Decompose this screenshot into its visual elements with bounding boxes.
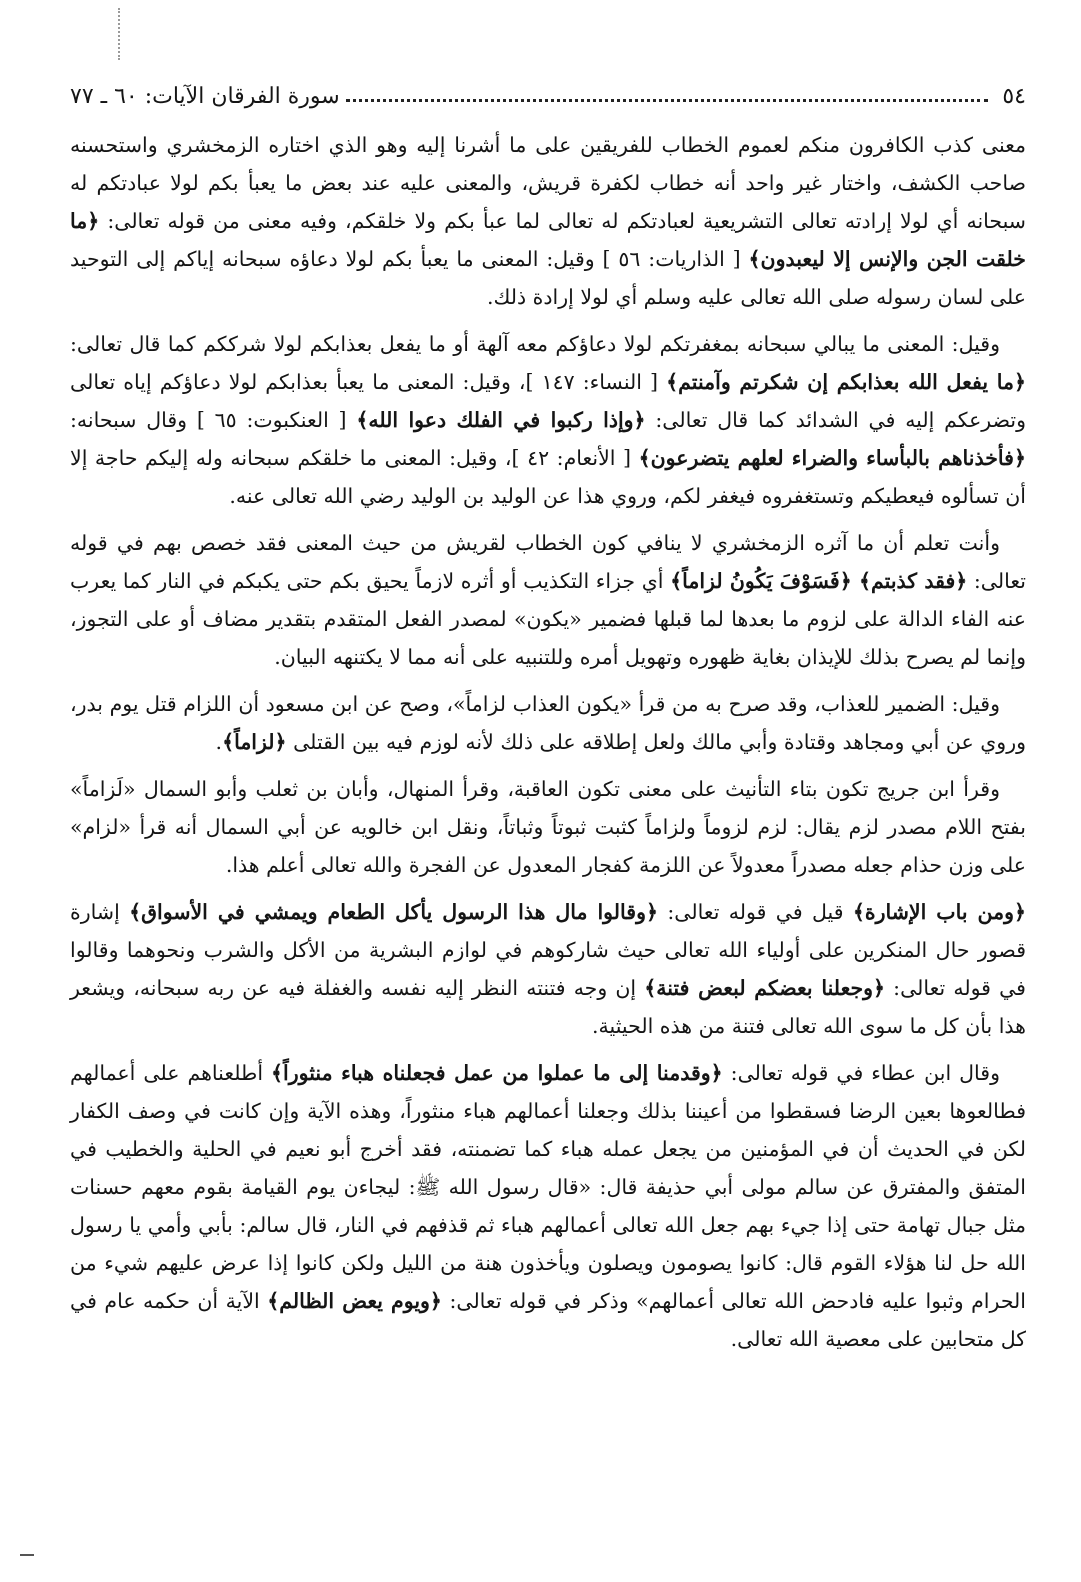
text-segment: الآية أن حكمه عام في كل متحابين على معصية الله تعالى.: [70, 1289, 1026, 1351]
quran-quote: ﴿ما خلقت الجن والإنس إلا ليعبدون﴾: [70, 209, 1026, 271]
running-title: سورة الفرقان الآيات: ٦٠ ـ ٧٧: [70, 83, 340, 109]
paragraph: [70, 524, 1026, 676]
text-segment: أي جزاء التكذيب أو أثره لازماً يحيق بكم حتى يكبكم في النار كما يعرب عنه الفاء الدالة على لزوم ما بعدها لما قبلها فضمير «يكون» لمصدر الفعل المتقدم بتقدير مضاف أو على التجوز، وإنما لم يصرح بذلك للإيذان بغاية ظهوره وتهويل أمره وللتنبيه على أنه مما لا يكتنهه البيان.: [70, 569, 1026, 669]
paragraph: [70, 1054, 1026, 1358]
quran-quote: ﴿ويوم يعض الظالم﴾: [267, 1289, 442, 1313]
text-segment: وأنت تعلم أن ما آثره الزمخشري لا ينافي كون الخطاب لقريش من حيث المعنى فقد خصص بهم في قوله تعالى:: [70, 531, 1026, 593]
text-segment: أطلعناهم على أعمالهم فطالعوها بعين الرضا فسقطوا من أعيننا بذلك وجعلنا أعمالهم هباء منثوراً، وهذه الآية وإن كانت في وصف الكفار لكن في الحديث أن في المؤمنين من يجعل عمله هباء كما تضمنته، فقد أخرج أبو نعيم في الحلية والخطيب في المتفق والمفترق عن سالم مولى أبي حذيفة قال: «قال رسول الله ﷺ: ليجاءن يوم القيامة بقوم معهم حسنات مثل جبال تهامة حتى إذا جيء بهم جعل الله تعالى أعمالهم هباء ثم قذفهم في النار، قال سالم: بأبي وأمي يا رسول الله حل لنا هؤلاء القوم قال: كانوا يصومون ويصلون ويأخذون هنة من الليل ولكن كانوا إذا عرض عليهم شيء من الحرام وثبوا عليه فادحض الله تعالى أعمالهم» وذكر في قوله تعالى:: [70, 1061, 1026, 1313]
text-segment: [ العنكبوت: ٦٥ ] وقال سبحانه:: [70, 408, 357, 432]
quran-quote: ﴿ما يفعل الله بعذابكم إن شكرتم وآمنتم﴾: [666, 370, 1026, 394]
text-segment: إشارة قصور حال المنكرين على أولياء الله تعالى حيث شاركوهم في لوازم البشرية من الأكل والشرب ونحوهما وقالوا في قوله تعالى:: [70, 900, 1026, 1000]
paragraph: [70, 770, 1026, 884]
text-segment: [ النساء: ١٤٧ ]، وقيل: المعنى ما يعبأ بعذابكم لولا دعاؤكم إياه تعالى وتضرعكم إليه في الشدائد كما قال تعالى:: [70, 370, 1026, 432]
quran-quote: ﴿وجعلنا بعضكم لبعض فتنة﴾: [644, 976, 886, 1000]
text-segment: إن وجه فتنته النظر إليه نفسه والغفلة فيه عن ربه سبحانه، ويشعر هذا بأن كل ما سوى الله تعالى فتنة من هذه الحيثية.: [70, 976, 1026, 1038]
page-header: [70, 70, 1026, 110]
quran-quote: ﴿وقالوا مال هذا الرسول يأكل الطعام ويمشي في الأسواق﴾: [129, 900, 658, 924]
quran-quote: ﴿فقد كذبتم﴾ ﴿فَسَوْفَ يَكُونُ لزاماً﴾: [670, 569, 968, 593]
quran-quote: ﴿وإذا ركبوا في الفلك دعوا الله﴾: [356, 408, 646, 432]
scan-mark-bottom: [20, 1554, 34, 1556]
paragraph: [70, 685, 1026, 761]
quran-quote: ﴿ومن باب الإشارة﴾: [852, 900, 1026, 924]
paragraph: [70, 893, 1026, 1045]
quran-quote: ﴿وقدمنا إلى ما عملوا من عمل فجعلناه هباء منثوراً﴾: [271, 1061, 723, 1085]
scan-mark-top: [118, 8, 128, 60]
paragraph: [70, 325, 1026, 515]
text-segment: .: [215, 730, 223, 754]
text-segment: وقيل: الضمير للعذاب، وقد صرح به من قرأ «يكون العذاب لزاماً»، وصح عن ابن مسعود أن اللزام قتل يوم بدر، وروي عن أبي ومجاهد وقتادة وأبي مالك ولعل إطلاقه على ذلك لأنه لوزم فيه بين القتلى: [70, 692, 1026, 754]
text-segment: وقال ابن عطاء في قوله تعالى:: [722, 1061, 1000, 1085]
text-segment: [ الذاريات: ٥٦ ] وقيل: المعنى ما يعبأ بكم لولا دعاؤه سبحانه إياكم إلى التوحيد على لسان رسوله صلى الله تعالى عليه وسلم أي لولا إرادة ذلك.: [70, 247, 1026, 309]
quran-quote: ﴿فأخذناهم بالبأساء والضراء لعلهم يتضرعون﴾: [638, 446, 1026, 470]
paragraph: [70, 126, 1026, 316]
text-segment: وقرأ ابن جريج تكون بتاء التأنيث على معنى تكون العاقبة، وقرأ المنهال، وأبان بن ثعلب وأبو السمال «لَزاماً» بفتح اللام مصدر لزم يقال: لزم لزوماً ولزاماً كثبت ثبوتاً وثباتاً، ونقل ابن خالويه عن أبي السمال أنه قرأ «لزام» على وزن حذام جعله مصدراً معدولاً عن اللزمة كفجار المعدول عن الفجرة والله تعالى أعلم هذا.: [70, 777, 1026, 877]
text-segment: قيل في قوله تعالى:: [657, 900, 853, 924]
header-dot-leader: [346, 99, 989, 102]
text-segment: وقيل: المعنى ما يبالي سبحانه بمغفرتكم لولا دعاؤكم معه آلهة أو ما يفعل بعذابكم لولا شرككم كما قال تعالى:: [70, 332, 1000, 356]
text-segment: [ الأنعام: ٤٢ ]، وقيل: المعنى ما خلقكم سبحانه وله إليكم حاجة إلا أن تسألوه فيعطيكم وتستغفروه فيغفر لكم، وروي هذا عن الوليد بن الوليد رضي الله تعالى عنه.: [70, 446, 1026, 508]
page-body: [70, 126, 1026, 1358]
quran-quote: ﴿لزاماً﴾: [222, 730, 287, 754]
page-number: ٥٤: [1002, 83, 1026, 109]
book-page: [70, 70, 1026, 1550]
text-segment: معنى كذب الكافرون منكم لعموم الخطاب للفريقين على ما أشرنا إليه وهو الذي اختاره الزمخشري واستحسنه صاحب الكشف، واختار غير واحد أنه خطاب لكفرة قريش، والمعنى عليه عند بعض ما يعبأ بكم لولا عبادتكم له سبحانه أي لولا إرادته تعالى التشريعية لعبادتكم له تعالى لما عبأ بكم ولا خلقكم، وفيه معنى من قوله تعالى:: [70, 133, 1026, 233]
